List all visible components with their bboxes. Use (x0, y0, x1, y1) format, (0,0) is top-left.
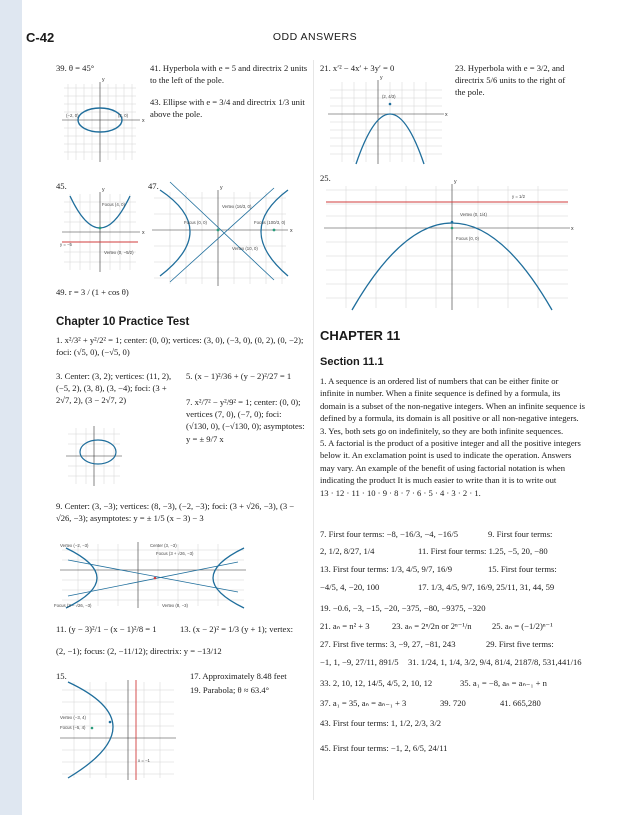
sec-answer-41: 41. 665,280 (500, 698, 541, 708)
graph-25-directrix: y = 1/2 (512, 194, 526, 199)
section-11-1-heading: Section 11.1 (320, 356, 384, 368)
graph-47-focus-1: Focus (0, 0) (184, 220, 207, 225)
graph-39-point-left: (−2, 0) (66, 113, 79, 118)
answer-47: 47. (148, 181, 159, 191)
graph-47-vertex-1: Vertex (16/3, 0) (222, 204, 252, 209)
graph-45 (60, 187, 145, 276)
sec-answer-1: 1. A sequence is an ordered list of numbers that can be either finite or infinite in number. When a finite sequence is defined by a formula, its domain is a subset of the non-negative integers. When an infinite sequence is defined by a formula, its domain is all positive or all non-negative integers. (320, 376, 585, 424)
graph-21-point: (2, 4/3) (382, 94, 396, 99)
graph-45-focus-label: Focus (4, 0) (102, 202, 125, 207)
sec-answer-25: 25. aₙ = (−1/2)ⁿ⁻¹ (492, 621, 553, 631)
svg-text:x: x (445, 112, 448, 118)
graph-9-vertex-2: Vertex (8, −3) (162, 603, 188, 608)
column-divider (313, 60, 314, 800)
answer-23: 23. Hyperbola with e = 3/2, and directrix 5/6 units to the right of the pole. (455, 63, 566, 98)
graph-45-directrix-label: y = −5 (60, 242, 72, 247)
sec-answer-21: 21. aₙ = n² + 3 (320, 621, 370, 631)
sec-answer-45: 45. First four terms: −1, 2, 6/5, 24/11 (320, 743, 448, 753)
page-number: C-42 (26, 30, 55, 45)
answer-49: 49. r = 3 / (1 + cos θ) (56, 287, 129, 297)
graph-15-focus: Focus (−5, 4) (60, 725, 86, 730)
svg-text:y: y (102, 77, 105, 83)
sec-answer-15: 15. First four terms: (488, 564, 557, 574)
svg-text:x: x (142, 118, 145, 124)
svg-text:x: x (142, 230, 145, 236)
svg-text:y: y (220, 185, 223, 191)
practice-answer-11-cont: (2, −1); focus: (2, −11/12); directrix: y = −13/12 (56, 646, 222, 656)
sec-answer-27: 27. First five terms: 3, −9, 27, −81, 243 (320, 639, 456, 649)
practice-test-heading: Chapter 10 Practice Test (56, 316, 190, 328)
svg-text:y: y (102, 187, 105, 193)
practice-answer-1: 1. x²/3² + y²/2² = 1; center: (0, 0); vertices: (3, 0), (−3, 0), (0, 2), (0, −2); foci: (√5, 0), (−√5, 0) (56, 335, 304, 358)
sec-answer-5-product: 13 · 12 · 11 · 10 · 9 · 8 · 7 · 6 · 5 · 4 · 3 · 2 · 1. (320, 487, 481, 498)
running-header: ODD ANSWERS (272, 31, 358, 43)
sec-answer-9: 9. First four terms: (488, 529, 553, 539)
practice-answer-19: 19. Parabola; θ ≈ 63.4° (190, 685, 270, 695)
sec-answer-37: 37. a₁ = 35, aₙ = aₙ₋₁ + 3 (320, 698, 407, 708)
graph-9-focus-1: Focus (3 + √26, −3) (156, 551, 194, 556)
sec-answer-29: 29. First five terms: (486, 639, 554, 649)
practice-answer-5: 5. (x − 1)²/36 + (y − 2)²/27 = 1 (186, 371, 292, 381)
graph-9-vertex-1: Vertex (−2, −3) (60, 543, 89, 548)
svg-text:x: x (571, 226, 574, 232)
graph-15-directrix: x = −1 (138, 758, 150, 763)
answer-25: 25. (320, 173, 331, 183)
sec-answer-17: 17. 1/3, 4/5, 9/7, 16/9, 25/11, 31, 44, 59 (418, 582, 555, 592)
graph-47-focus-2: Focus (100/3, 0) (254, 220, 286, 225)
answer-39: 39. θ = 45° (56, 63, 95, 73)
sec-answer-11: 11. First four terms: 1.25, −5, 20, −80 (418, 546, 548, 556)
practice-answer-15: 15. (56, 671, 67, 681)
answer-43: 43. Ellipse with e = 3/4 and directrix 1/3 unit above the pole. (150, 97, 305, 120)
sec-answer-7: 7. First four terms: −8, −16/3, −4, −16/5 (320, 529, 459, 539)
graph-25-vertex: Vertex (0, 1/4) (460, 212, 487, 217)
sec-answer-29-values: −1, 1, −9, 27/11, 891/5 (320, 657, 399, 667)
graph-practice-9 (54, 540, 248, 610)
sec-answer-31: 31. 1/24, 1, 1/4, 3/2, 9/4, 81/4, 2187/8, 531,441/16 (408, 657, 582, 667)
sec-answer-43: 43. First four terms: 1, 1/2, 2/3, 3/2 (320, 718, 442, 728)
practice-answer-3: 3. Center: (3, 2); vertices: (11, 2), (−5, 2), (3, 8), (3, −4); foci: (3 + 2√7, 2), (3 − 2√7, 2) (56, 371, 172, 406)
sec-answer-5: 5. A factorial is the product of a positive integer and all the positive integers below it. An exclamation point is used to indicate the operation. Answers may vary. An example of the benefit of using factorial notation is when indicating the product It is much easier to write than it is to write out (320, 438, 581, 486)
graph-39-point-right: (2, 0) (118, 113, 129, 118)
svg-text:y: y (454, 179, 457, 185)
graph-practice-3 (64, 424, 124, 488)
sec-answer-23: 23. aₙ = 2ⁿ/2n or 2ⁿ⁻¹/n (392, 621, 472, 631)
graph-15-vertex: Vertex (−3, 4) (60, 715, 86, 720)
sec-answer-13: 13. First four terms: 1/3, 4/5, 9/7, 16/9 (320, 564, 453, 574)
practice-answer-7: 7. x²/7² − y²/9² = 1; center: (0, 0); vertices (7, 0), (−7, 0); foci: (√130, 0), (−√130, 0); asymptotes: y = ± 9/7 x (186, 397, 305, 444)
answer-21: 21. x′² − 4x′ + 3y′ = 0 (320, 63, 395, 73)
sec-answer-39: 39. 720 (440, 698, 466, 708)
sec-answer-35: 35. a₁ = −8, aₙ = aₙ₋₁ + n (460, 678, 547, 688)
graph-45-vertex-label: Vertex (0, −5/2) (104, 250, 134, 255)
practice-answer-17: 17. Approximately 8.48 feet (190, 671, 287, 681)
graph-25 (322, 179, 574, 312)
sec-answer-9-values: 2, 1/2, 8/27, 1/4 (320, 546, 375, 556)
practice-answer-11: 11. (y − 3)²/1 − (x − 1)²/8 = 1 (56, 624, 157, 634)
practice-answer-9: 9. Center: (3, −3); vertices: (8, −3), (−2, −3); foci: (3 + √26, −3), (3 − √26, −3); asymptotes: y = ± 1/5 (x − 3) − 3 (56, 501, 295, 524)
svg-text:x: x (290, 228, 293, 234)
graph-21 (326, 75, 448, 166)
graph-9-center: Center (3, −3) (150, 543, 177, 548)
graph-9-focus-2: Focus (3 − √26, −3) (54, 603, 92, 608)
sec-answer-19: 19. −0.6, −3, −15, −20, −375, −80, −9375, −320 (320, 603, 486, 613)
graph-practice-15 (58, 678, 178, 782)
graph-47-vertex-2: Vertex (10, 0) (232, 246, 258, 251)
answer-41: 41. Hyperbola with e = 5 and directrix 2 units to the left of the pole. (150, 63, 308, 86)
sec-answer-33: 33. 2, 10, 12, 14/5, 4/5, 2, 10, 12 (320, 678, 433, 688)
graph-25-focus: Focus (0, 0) (456, 236, 479, 241)
sec-answer-3: 3. Yes, both sets go on indefinitely, so they are both infinite sequences. (320, 425, 564, 436)
sec-answer-15-values: −4/5, 4, −20, 100 (320, 582, 380, 592)
graph-39 (60, 77, 145, 166)
answer-45: 45. (56, 181, 67, 191)
practice-answer-13: 13. (x − 2)² = 1/3 (y + 1); vertex: (180, 624, 294, 634)
page-edge-strip (0, 0, 22, 815)
chapter-11-heading: CHAPTER 11 (320, 328, 401, 343)
svg-text:y: y (380, 75, 383, 81)
graph-47 (150, 185, 293, 288)
